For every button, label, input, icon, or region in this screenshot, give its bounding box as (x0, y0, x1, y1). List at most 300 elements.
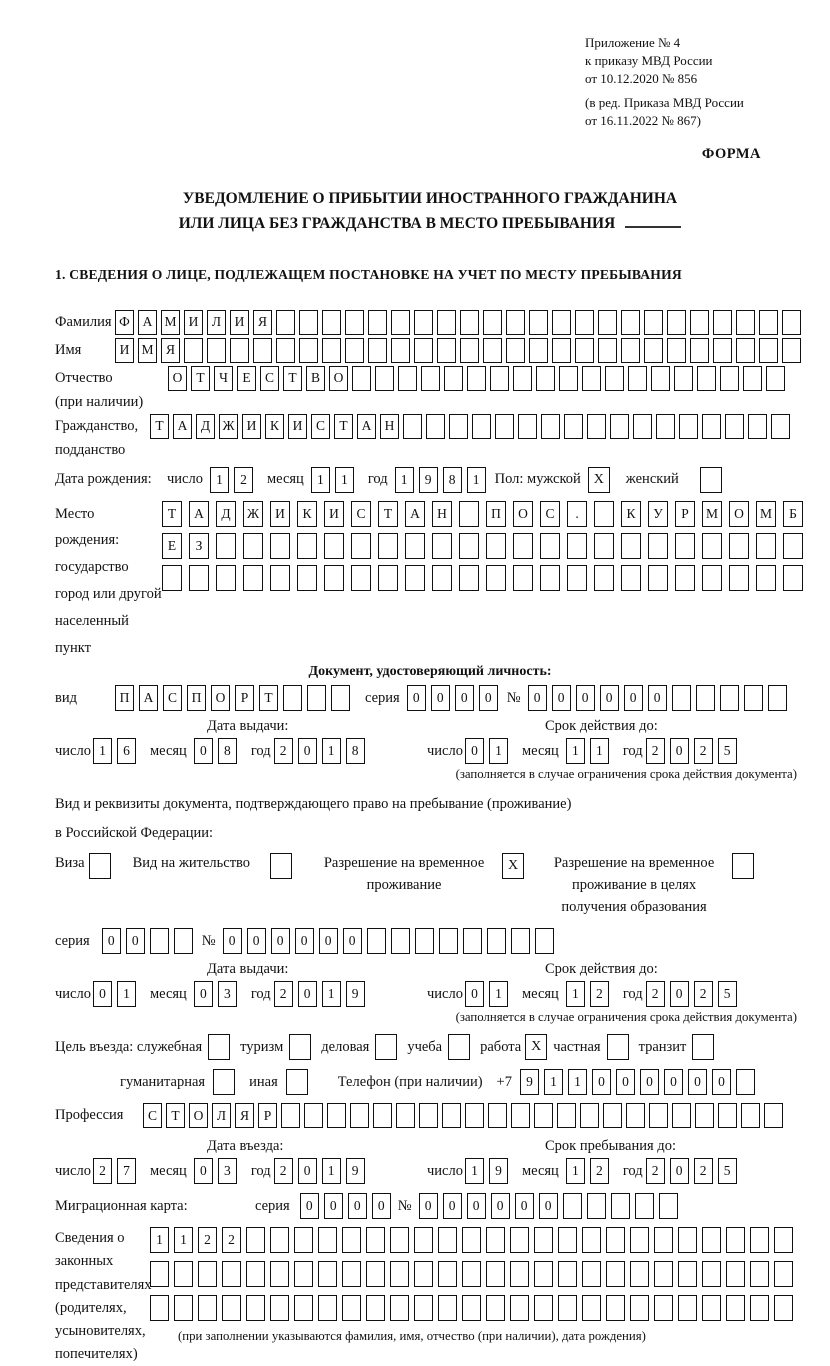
char-box[interactable] (563, 1193, 582, 1219)
char-box[interactable] (535, 928, 554, 954)
char-box[interactable] (230, 338, 249, 363)
char-box[interactable]: 5 (718, 981, 737, 1007)
char-box[interactable] (342, 1261, 361, 1287)
char-box[interactable] (783, 533, 803, 559)
char-box[interactable]: К (621, 501, 641, 527)
char-box[interactable]: Т (259, 685, 278, 711)
char-box[interactable] (373, 1103, 392, 1128)
char-box[interactable] (644, 338, 663, 363)
char-box[interactable] (486, 1227, 505, 1253)
char-box[interactable]: 1 (117, 981, 136, 1007)
char-box[interactable] (702, 414, 721, 439)
char-box[interactable]: А (139, 685, 158, 711)
char-box[interactable]: О (513, 501, 533, 527)
char-box[interactable]: 2 (274, 981, 293, 1007)
char-box[interactable]: И (230, 310, 249, 335)
char-box[interactable] (368, 338, 387, 363)
char-box[interactable]: Т (334, 414, 353, 439)
char-box[interactable]: 1 (322, 981, 341, 1007)
char-box[interactable] (463, 928, 482, 954)
char-box[interactable]: 0 (670, 738, 689, 764)
char-box[interactable]: Я (235, 1103, 254, 1128)
char-box[interactable]: 0 (648, 685, 667, 711)
char-box[interactable] (398, 366, 417, 391)
char-box[interactable]: 3 (218, 981, 237, 1007)
char-box[interactable] (459, 501, 479, 527)
char-box[interactable] (720, 366, 739, 391)
char-box[interactable]: Ж (219, 414, 238, 439)
char-box[interactable]: К (297, 501, 317, 527)
char-box[interactable]: 0 (624, 685, 643, 711)
char-box[interactable] (460, 310, 479, 335)
char-box[interactable]: Я (253, 310, 272, 335)
char-box[interactable] (575, 338, 594, 363)
char-box[interactable] (702, 1295, 721, 1321)
char-box[interactable]: 0 (126, 928, 145, 954)
char-box[interactable] (222, 1295, 241, 1321)
char-box[interactable] (414, 310, 433, 335)
char-box[interactable]: 9 (346, 981, 365, 1007)
char-box[interactable]: 1 (322, 1158, 341, 1184)
char-box[interactable]: 9 (346, 1158, 365, 1184)
char-box[interactable] (540, 565, 560, 591)
char-box[interactable]: Т (191, 366, 210, 391)
char-box[interactable]: 0 (298, 981, 317, 1007)
char-box[interactable] (603, 1103, 622, 1128)
char-box[interactable] (184, 338, 203, 363)
char-box[interactable] (575, 310, 594, 335)
char-box[interactable] (726, 1295, 745, 1321)
char-box[interactable]: П (187, 685, 206, 711)
char-box[interactable]: 0 (298, 1158, 317, 1184)
char-box[interactable] (648, 533, 668, 559)
purpose-business-checkbox[interactable] (375, 1034, 397, 1060)
char-box[interactable] (198, 1295, 217, 1321)
char-box[interactable] (582, 366, 601, 391)
char-box[interactable]: А (357, 414, 376, 439)
char-box[interactable]: О (168, 366, 187, 391)
char-box[interactable] (307, 685, 326, 711)
char-box[interactable] (462, 1261, 481, 1287)
char-box[interactable]: 8 (443, 467, 462, 493)
char-box[interactable] (536, 366, 555, 391)
char-box[interactable]: 1 (568, 1069, 587, 1095)
char-box[interactable] (594, 565, 614, 591)
temp-residence-education-checkbox[interactable] (732, 853, 754, 879)
char-box[interactable] (774, 1261, 793, 1287)
char-box[interactable] (621, 565, 641, 591)
char-box[interactable]: М (702, 501, 722, 527)
char-box[interactable] (679, 414, 698, 439)
char-box[interactable] (621, 338, 640, 363)
char-box[interactable] (246, 1295, 265, 1321)
char-box[interactable]: 1 (566, 738, 585, 764)
char-box[interactable] (437, 310, 456, 335)
char-box[interactable] (390, 1261, 409, 1287)
char-box[interactable] (318, 1227, 337, 1253)
char-box[interactable]: П (486, 501, 506, 527)
char-box[interactable]: И (288, 414, 307, 439)
char-box[interactable]: 5 (718, 738, 737, 764)
char-box[interactable]: 0 (592, 1069, 611, 1095)
char-box[interactable]: И (184, 310, 203, 335)
char-box[interactable] (741, 1103, 760, 1128)
char-box[interactable] (331, 685, 350, 711)
char-box[interactable] (697, 366, 716, 391)
char-box[interactable] (729, 565, 749, 591)
char-box[interactable]: 0 (295, 928, 314, 954)
temp-residence-checkbox[interactable]: X (502, 853, 524, 879)
char-box[interactable] (764, 1103, 783, 1128)
char-box[interactable]: 1 (465, 1158, 484, 1184)
char-box[interactable]: О (329, 366, 348, 391)
char-box[interactable] (421, 366, 440, 391)
char-box[interactable] (675, 565, 695, 591)
char-box[interactable] (654, 1295, 673, 1321)
char-box[interactable] (345, 310, 364, 335)
char-box[interactable] (759, 338, 778, 363)
char-box[interactable] (744, 685, 763, 711)
char-box[interactable]: 1 (544, 1069, 563, 1095)
char-box[interactable] (327, 1103, 346, 1128)
char-box[interactable] (414, 1261, 433, 1287)
char-box[interactable]: Л (207, 310, 226, 335)
char-box[interactable] (506, 338, 525, 363)
purpose-work-checkbox[interactable]: X (525, 1034, 547, 1060)
char-box[interactable] (378, 565, 398, 591)
char-box[interactable] (690, 338, 709, 363)
char-box[interactable] (534, 1227, 553, 1253)
char-box[interactable] (438, 1295, 457, 1321)
char-box[interactable] (318, 1261, 337, 1287)
char-box[interactable] (449, 414, 468, 439)
char-box[interactable]: З (189, 533, 209, 559)
char-box[interactable]: 9 (489, 1158, 508, 1184)
char-box[interactable] (486, 1295, 505, 1321)
char-box[interactable] (541, 414, 560, 439)
char-box[interactable]: Я (161, 338, 180, 363)
char-box[interactable] (390, 1227, 409, 1253)
char-box[interactable]: 1 (335, 467, 354, 493)
char-box[interactable] (534, 1295, 553, 1321)
char-box[interactable] (322, 338, 341, 363)
char-box[interactable] (174, 928, 193, 954)
char-box[interactable] (486, 533, 506, 559)
char-box[interactable] (750, 1227, 769, 1253)
char-box[interactable]: 8 (346, 738, 365, 764)
char-box[interactable]: П (115, 685, 134, 711)
char-box[interactable] (342, 1227, 361, 1253)
char-box[interactable] (672, 1103, 691, 1128)
char-box[interactable]: 0 (491, 1193, 510, 1219)
char-box[interactable] (605, 366, 624, 391)
char-box[interactable] (720, 685, 739, 711)
char-box[interactable] (487, 928, 506, 954)
visa-checkbox[interactable] (89, 853, 111, 879)
char-box[interactable]: 0 (372, 1193, 391, 1219)
char-box[interactable]: 0 (640, 1069, 659, 1095)
char-box[interactable]: 1 (93, 738, 112, 764)
char-box[interactable]: Р (235, 685, 254, 711)
char-box[interactable] (294, 1227, 313, 1253)
char-box[interactable] (304, 1103, 323, 1128)
char-box[interactable] (626, 1103, 645, 1128)
char-box[interactable]: 0 (419, 1193, 438, 1219)
char-box[interactable] (419, 1103, 438, 1128)
char-box[interactable] (678, 1295, 697, 1321)
char-box[interactable] (702, 565, 722, 591)
char-box[interactable] (459, 565, 479, 591)
char-box[interactable] (405, 533, 425, 559)
char-box[interactable]: 0 (465, 738, 484, 764)
char-box[interactable] (297, 565, 317, 591)
char-box[interactable]: 0 (348, 1193, 367, 1219)
char-box[interactable]: 1 (566, 981, 585, 1007)
char-box[interactable]: 1 (322, 738, 341, 764)
char-box[interactable] (437, 338, 456, 363)
char-box[interactable] (633, 414, 652, 439)
char-box[interactable] (198, 1261, 217, 1287)
char-box[interactable] (439, 928, 458, 954)
char-box[interactable]: 2 (646, 738, 665, 764)
char-box[interactable] (674, 366, 693, 391)
char-box[interactable] (621, 310, 640, 335)
char-box[interactable] (718, 1103, 737, 1128)
char-box[interactable]: Т (162, 501, 182, 527)
sex-male-checkbox[interactable]: X (588, 467, 610, 493)
char-box[interactable] (216, 565, 236, 591)
char-box[interactable]: 3 (218, 1158, 237, 1184)
char-box[interactable] (587, 414, 606, 439)
char-box[interactable] (150, 928, 169, 954)
char-box[interactable]: 1 (150, 1227, 169, 1253)
char-box[interactable] (299, 338, 318, 363)
char-box[interactable]: 0 (431, 685, 450, 711)
char-box[interactable] (506, 310, 525, 335)
char-box[interactable]: 2 (198, 1227, 217, 1253)
char-box[interactable] (558, 1227, 577, 1253)
char-box[interactable]: О (729, 501, 749, 527)
char-box[interactable]: 1 (395, 467, 414, 493)
char-box[interactable]: 2 (694, 981, 713, 1007)
char-box[interactable] (656, 414, 675, 439)
char-box[interactable] (667, 310, 686, 335)
char-box[interactable] (414, 1295, 433, 1321)
char-box[interactable] (529, 338, 548, 363)
char-box[interactable]: 0 (712, 1069, 731, 1095)
char-box[interactable]: 0 (539, 1193, 558, 1219)
char-box[interactable] (594, 533, 614, 559)
char-box[interactable]: 1 (311, 467, 330, 493)
char-box[interactable]: Ж (243, 501, 263, 527)
char-box[interactable] (294, 1261, 313, 1287)
char-box[interactable]: 2 (93, 1158, 112, 1184)
char-box[interactable]: 0 (298, 738, 317, 764)
char-box[interactable] (513, 565, 533, 591)
char-box[interactable] (598, 310, 617, 335)
char-box[interactable] (488, 1103, 507, 1128)
char-box[interactable] (222, 1261, 241, 1287)
residence-permit-checkbox[interactable] (270, 853, 292, 879)
char-box[interactable]: 2 (590, 981, 609, 1007)
char-box[interactable] (150, 1295, 169, 1321)
char-box[interactable]: 2 (222, 1227, 241, 1253)
char-box[interactable]: 2 (694, 1158, 713, 1184)
char-box[interactable] (324, 533, 344, 559)
char-box[interactable] (783, 565, 803, 591)
char-box[interactable]: 8 (218, 738, 237, 764)
char-box[interactable] (606, 1295, 625, 1321)
char-box[interactable] (438, 1227, 457, 1253)
char-box[interactable] (774, 1227, 793, 1253)
char-box[interactable] (391, 310, 410, 335)
char-box[interactable] (342, 1295, 361, 1321)
char-box[interactable]: Д (216, 501, 236, 527)
char-box[interactable] (459, 533, 479, 559)
char-box[interactable]: Д (196, 414, 215, 439)
char-box[interactable] (654, 1227, 673, 1253)
char-box[interactable] (630, 1295, 649, 1321)
char-box[interactable]: 0 (319, 928, 338, 954)
char-box[interactable]: 0 (479, 685, 498, 711)
char-box[interactable]: М (138, 338, 157, 363)
char-box[interactable]: Т (166, 1103, 185, 1128)
char-box[interactable] (667, 338, 686, 363)
char-box[interactable] (630, 1227, 649, 1253)
char-box[interactable] (366, 1227, 385, 1253)
char-box[interactable] (580, 1103, 599, 1128)
char-box[interactable] (648, 565, 668, 591)
char-box[interactable]: 1 (174, 1227, 193, 1253)
char-box[interactable] (276, 338, 295, 363)
char-box[interactable] (782, 338, 801, 363)
char-box[interactable] (462, 1227, 481, 1253)
char-box[interactable]: Б (783, 501, 803, 527)
char-box[interactable] (486, 565, 506, 591)
char-box[interactable] (557, 1103, 576, 1128)
char-box[interactable] (414, 1227, 433, 1253)
char-box[interactable] (253, 338, 272, 363)
char-box[interactable]: М (756, 501, 776, 527)
char-box[interactable] (350, 1103, 369, 1128)
char-box[interactable]: Н (432, 501, 452, 527)
char-box[interactable] (391, 338, 410, 363)
char-box[interactable] (518, 414, 537, 439)
char-box[interactable]: 0 (194, 738, 213, 764)
char-box[interactable] (759, 310, 778, 335)
char-box[interactable]: А (189, 501, 209, 527)
char-box[interactable] (552, 310, 571, 335)
char-box[interactable] (414, 338, 433, 363)
purpose-other-checkbox[interactable] (286, 1069, 308, 1095)
char-box[interactable] (243, 533, 263, 559)
char-box[interactable] (558, 1261, 577, 1287)
char-box[interactable]: С (351, 501, 371, 527)
char-box[interactable]: 0 (102, 928, 121, 954)
char-box[interactable]: 6 (117, 738, 136, 764)
char-box[interactable] (375, 366, 394, 391)
char-box[interactable] (696, 685, 715, 711)
char-box[interactable] (534, 1103, 553, 1128)
char-box[interactable]: 7 (117, 1158, 136, 1184)
char-box[interactable]: Т (378, 501, 398, 527)
char-box[interactable] (552, 338, 571, 363)
char-box[interactable] (582, 1261, 601, 1287)
char-box[interactable] (490, 366, 509, 391)
char-box[interactable] (690, 310, 709, 335)
char-box[interactable] (513, 366, 532, 391)
char-box[interactable] (283, 685, 302, 711)
char-box[interactable] (351, 533, 371, 559)
char-box[interactable] (465, 1103, 484, 1128)
char-box[interactable] (630, 1261, 649, 1287)
char-box[interactable]: 2 (646, 1158, 665, 1184)
char-box[interactable] (729, 533, 749, 559)
char-box[interactable] (606, 1227, 625, 1253)
char-box[interactable]: А (173, 414, 192, 439)
char-box[interactable]: 0 (576, 685, 595, 711)
char-box[interactable] (651, 366, 670, 391)
char-box[interactable]: 0 (194, 981, 213, 1007)
char-box[interactable] (483, 338, 502, 363)
char-box[interactable]: 0 (443, 1193, 462, 1219)
char-box[interactable]: Л (212, 1103, 231, 1128)
char-box[interactable] (415, 928, 434, 954)
char-box[interactable]: 0 (465, 981, 484, 1007)
char-box[interactable] (756, 533, 776, 559)
char-box[interactable] (726, 1261, 745, 1287)
char-box[interactable] (426, 414, 445, 439)
char-box[interactable] (726, 1227, 745, 1253)
char-box[interactable] (558, 1295, 577, 1321)
char-box[interactable] (713, 310, 732, 335)
char-box[interactable] (736, 310, 755, 335)
char-box[interactable]: 0 (343, 928, 362, 954)
purpose-private-checkbox[interactable] (607, 1034, 629, 1060)
char-box[interactable]: 1 (489, 738, 508, 764)
char-box[interactable] (495, 414, 514, 439)
char-box[interactable]: А (138, 310, 157, 335)
char-box[interactable] (559, 366, 578, 391)
char-box[interactable]: 5 (718, 1158, 737, 1184)
char-box[interactable] (378, 533, 398, 559)
char-box[interactable] (174, 1261, 193, 1287)
char-box[interactable] (243, 565, 263, 591)
char-box[interactable] (351, 565, 371, 591)
char-box[interactable] (486, 1261, 505, 1287)
char-box[interactable]: 9 (520, 1069, 539, 1095)
char-box[interactable] (438, 1261, 457, 1287)
char-box[interactable]: О (189, 1103, 208, 1128)
char-box[interactable] (216, 533, 236, 559)
char-box[interactable] (675, 533, 695, 559)
char-box[interactable] (467, 366, 486, 391)
char-box[interactable] (644, 310, 663, 335)
purpose-official-checkbox[interactable] (208, 1034, 230, 1060)
char-box[interactable]: 2 (694, 738, 713, 764)
char-box[interactable]: Т (150, 414, 169, 439)
char-box[interactable]: 0 (93, 981, 112, 1007)
char-box[interactable]: 9 (419, 467, 438, 493)
char-box[interactable] (702, 1227, 721, 1253)
char-box[interactable] (594, 501, 614, 527)
char-box[interactable] (390, 1295, 409, 1321)
char-box[interactable]: 0 (670, 981, 689, 1007)
char-box[interactable] (606, 1261, 625, 1287)
char-box[interactable]: О (211, 685, 230, 711)
char-box[interactable] (736, 338, 755, 363)
char-box[interactable] (462, 1295, 481, 1321)
